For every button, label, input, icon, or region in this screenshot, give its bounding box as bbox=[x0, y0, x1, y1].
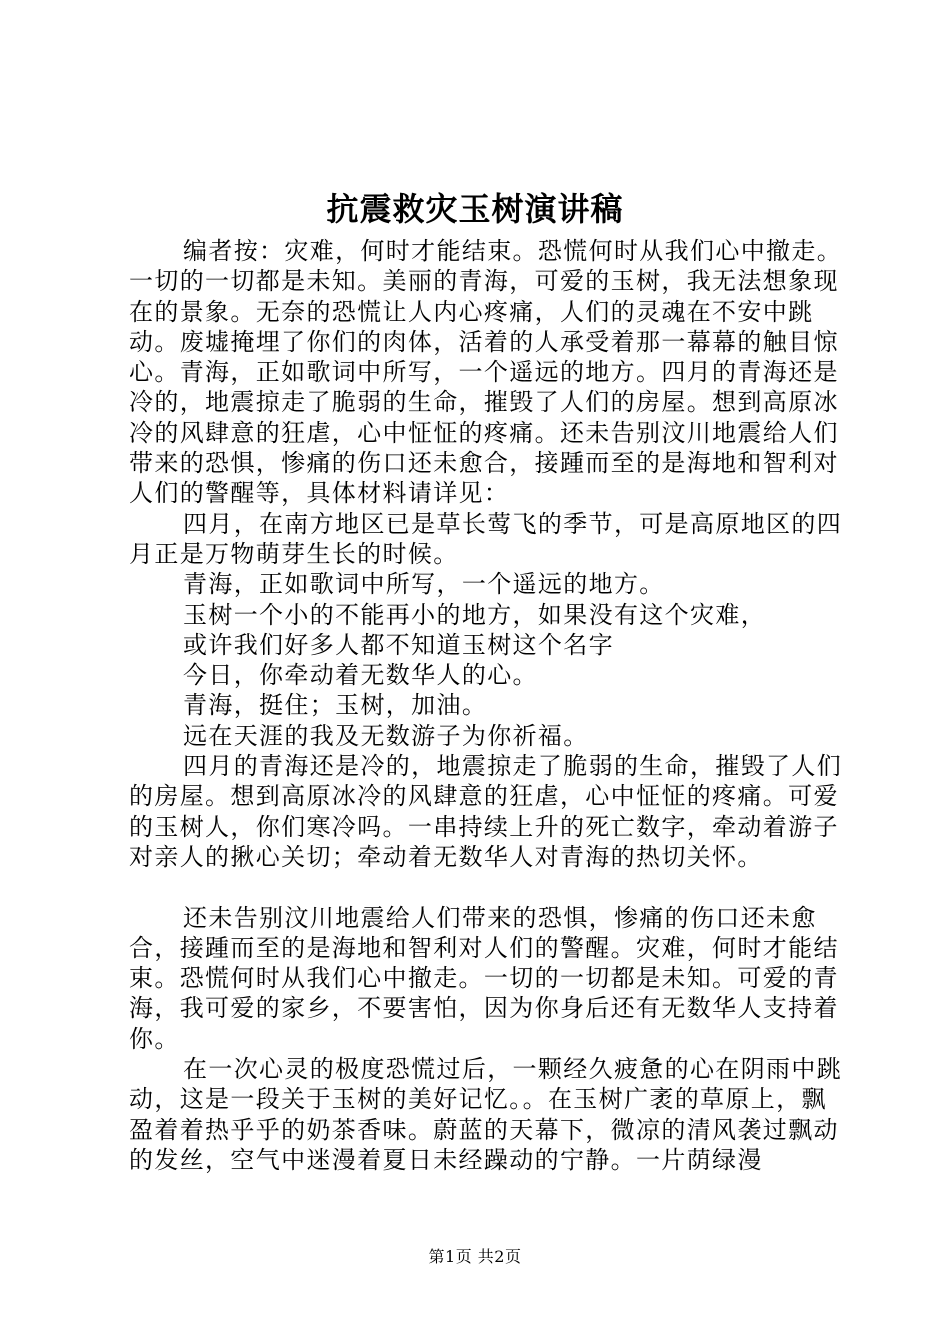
document-title: 抗震救灾玉树演讲稿 bbox=[326, 190, 624, 228]
blank-line bbox=[129, 872, 849, 902]
paragraph-memory: 在一次心灵的极度恐慌过后，一颗经久疲惫的心在阴雨中跳动，这是一段关于玉树的美好记忆。。在玉树广袤的草原上，飘盈着着热乎乎的奶茶香味。蔚蓝的天幕下，微凉的清风袭过飘动的发丝，空气中迷漫着夏日未经躁动的宁静。一片荫绿漫 bbox=[129, 1055, 843, 1174]
page-number-footer: 第1页 共2页 bbox=[428, 1247, 522, 1266]
paragraph-blessing-line: 远在天涯的我及无数游子为你祈福。 bbox=[183, 721, 589, 750]
paragraph-april: 四月，在南方地区已是草长莺飞的季节，可是高原地区的四月正是万物萌芽生长的时候。 bbox=[129, 509, 843, 568]
paragraph-cheer-line: 青海，挺住；玉树，加油。 bbox=[183, 691, 488, 720]
paragraph-editor-note: 编者按：灾难，何时才能结束。恐慌何时从我们心中撤走。一切的一切都是未知。美丽的青海，可爱的玉树，我无法想象现在的景象。无奈的恐慌让人内心疼痛，人们的灵魂在不安中跳动。废墟掩埋了你们的肉体，活着的人承受着那一幕幕的触目惊心。青海，正如歌词中所写，一个遥远的地方。四月的青海还是冷的，地震掠走了脆弱的生命，摧毁了人们的房屋。想到高原冰冷的风肆意的狂虐，心中怔怔的疼痛。还未告别汶川地震给人们带来的恐惧，惨痛的伤口还未愈合，接踵而至的是海地和智利对人们的警醒等，具体材料请详见： bbox=[129, 237, 843, 508]
paragraph-yushu-line: 玉树一个小的不能再小的地方，如果没有这个灾难， bbox=[183, 600, 767, 629]
paragraph-cold-april: 四月的青海还是冷的，地震掠走了脆弱的生命，摧毁了人们的房屋。想到高原冰冷的风肆意的狂虐，心中怔怔的疼痛。可爱的玉树人，你们寒冷吗。一串持续上升的死亡数字，牵动着游子对亲人的揪心关切；牵动着无数华人对青海的热切关怀。 bbox=[129, 752, 843, 871]
paragraph-qinghai-line: 青海，正如歌词中所写，一个遥远的地方。 bbox=[183, 570, 665, 599]
paragraph-today-line: 今日，你牵动着无数华人的心。 bbox=[183, 661, 538, 690]
paragraph-name-line: 或许我们好多人都不知道玉树这个名字 bbox=[183, 630, 614, 659]
paragraph-wenchuan: 还未告别汶川地震给人们带来的恐惧，惨痛的伤口还未愈合，接踵而至的是海地和智利对人们的警醒。灾难，何时才能结束。恐慌何时从我们心中撤走。一切的一切都是未知。可爱的青海，我可爱的家乡，不要害怕，因为你身后还有无数华人支持着你。 bbox=[129, 903, 839, 1053]
document-body bbox=[129, 236, 849, 1175]
